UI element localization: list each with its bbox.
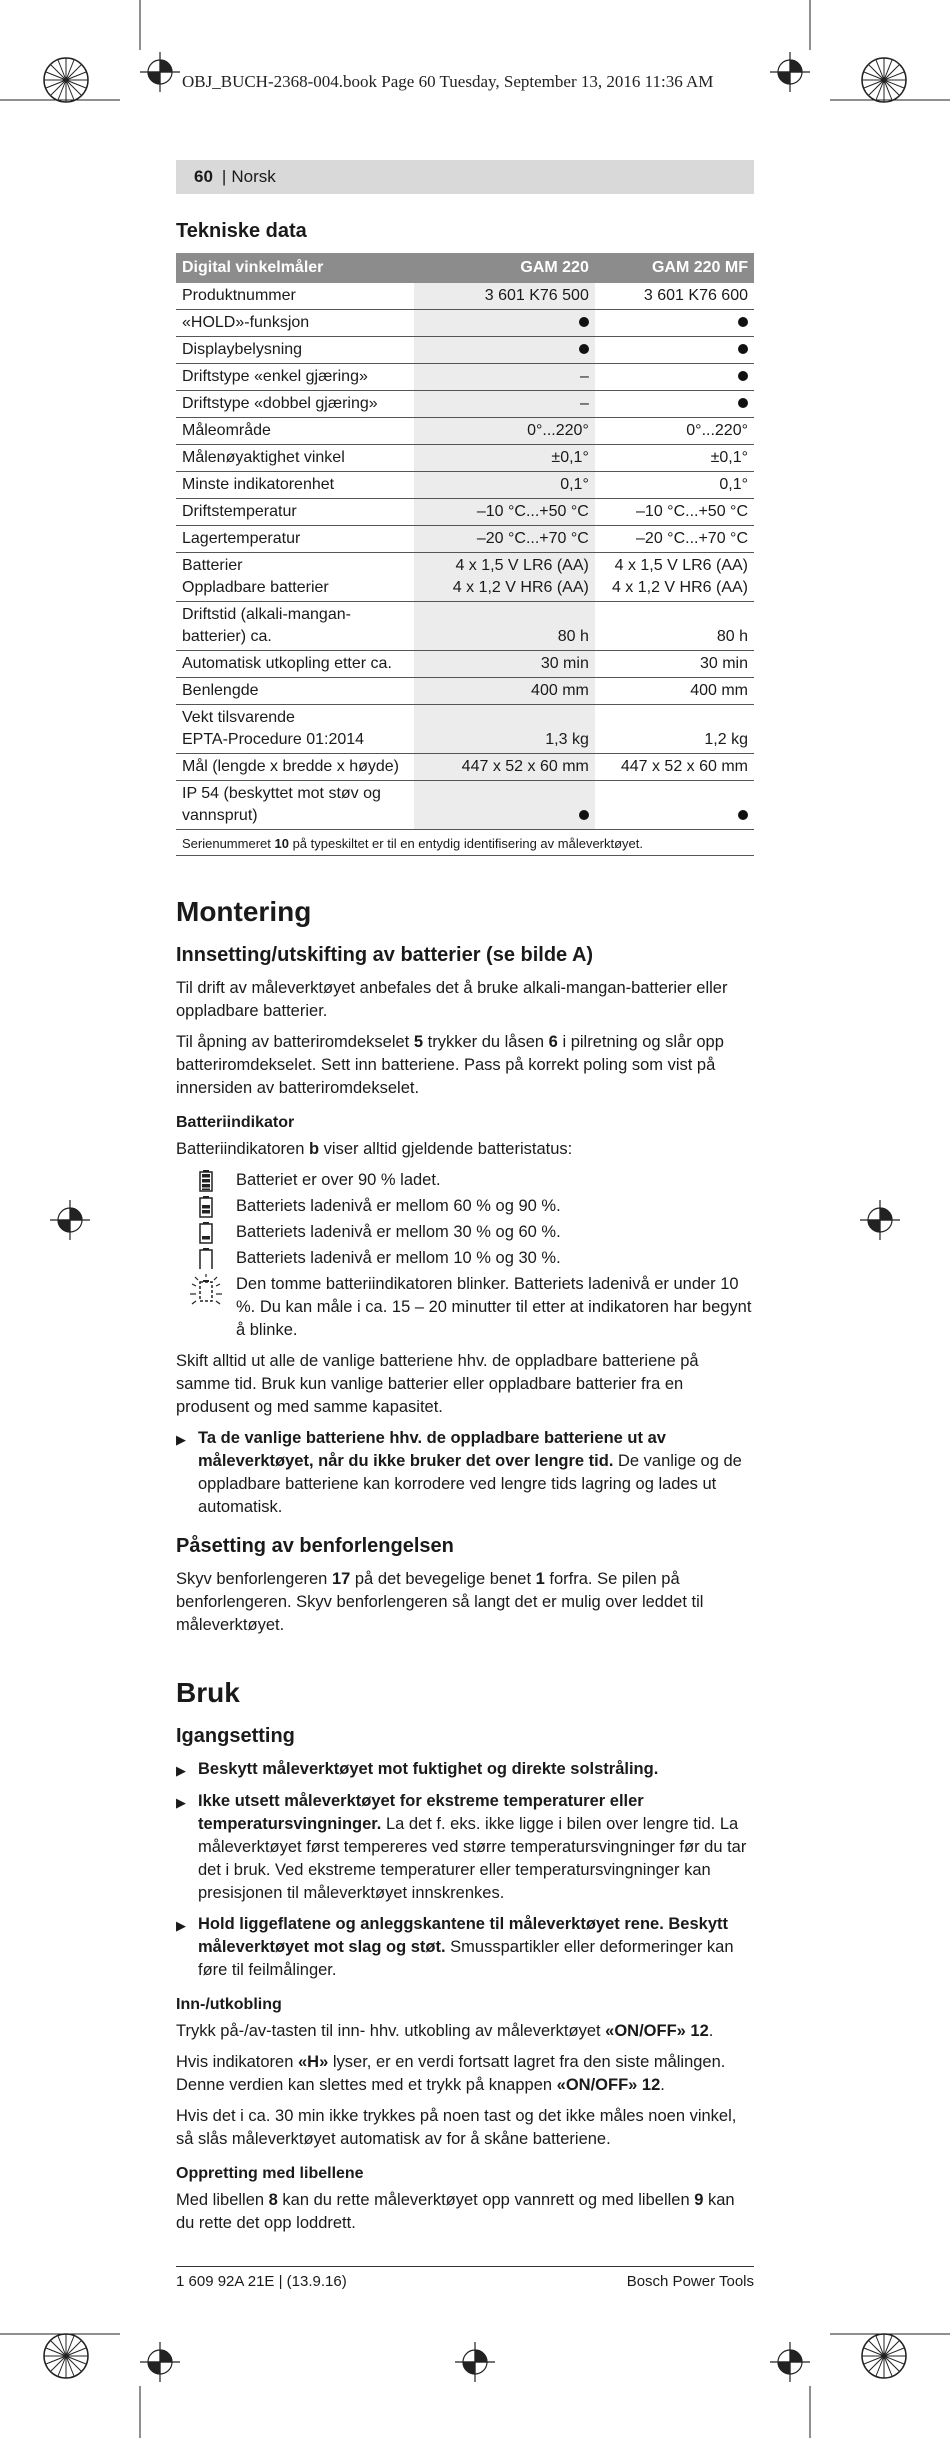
spec-value-gam220mf [595, 337, 754, 364]
battery-level-text: Batteriets ladenivå er mellom 30 % og 60 %. [236, 1223, 561, 1241]
onoff-p3: Hvis det i ca. 30 min ikke trykkes på noen tast og det ikke måles noen vinkel, så slås måleverktøyet automatisk av for å skåne batteriene. [176, 2107, 737, 2148]
print-header: OBJ_BUCH-2368-004.book Page 60 Tuesday, September 13, 2016 11:36 AM [182, 72, 714, 91]
indicator-heading: Batteriindikator [176, 1114, 295, 1131]
battery-level-text: Batteriets ladenivå er mellom 10 % og 30 %. [236, 1249, 561, 1267]
spec-value-gam220mf: 447 x 52 x 60 mm [595, 754, 754, 781]
start-bullet-bold: Hold liggeflatene og anleggskantene til måleverktøyet rene. Beskytt måleverktøyet mot slag og støt. [198, 1915, 728, 1956]
spec-value-gam220: 3 601 K76 500 [414, 283, 594, 310]
spec-value-gam220mf: 4 x 1,5 V LR6 (AA) 4 x 1,2 V HR6 (AA) [595, 553, 754, 602]
level-heading: Oppretting med libellene [176, 2165, 364, 2182]
spec-label: Mål (lengde x bredde x høyde) [176, 754, 414, 781]
bullet-dot-icon [579, 317, 589, 327]
spec-value-gam220mf: 3 601 K76 600 [595, 283, 754, 310]
batteries-heading: Innsetting/utskifting av batterier (se bilde A) [176, 944, 594, 966]
start-heading: Igangsetting [176, 1725, 295, 1747]
page-number: 60 [194, 167, 213, 186]
start-bullet-text [198, 1758, 754, 1782]
battery-warning-rest: De vanlige og de oppladbare batteriene kan korrodere ved lengre tids lagring og lades ut automatisk. [198, 1452, 742, 1516]
tech-table-row [176, 526, 754, 553]
spec-value-gam220: 447 x 52 x 60 mm [414, 754, 594, 781]
spec-label: Minste indikatorenhet [176, 472, 414, 499]
spec-value-gam220: 400 mm [414, 678, 594, 705]
battery-low-icon [176, 1247, 236, 1270]
battery-full-icon [176, 1169, 236, 1192]
spec-label: Produktnummer [176, 283, 414, 310]
spec-value-gam220: 30 min [414, 651, 594, 678]
page-content [176, 160, 754, 2243]
battery-warning-text [198, 1427, 754, 1519]
spec-label: Driftstemperatur [176, 499, 414, 526]
start-bullet-rest: Smusspartikler eller deformeringer kan føre til feilmålinger. [198, 1938, 734, 1979]
start-bullet [176, 1758, 754, 1782]
triangle-bullet-icon: ▶ [176, 1918, 186, 1933]
spec-value-gam220 [414, 781, 594, 830]
col-header-gam220: GAM 220 [414, 253, 594, 283]
start-bullets [176, 1758, 754, 1982]
tech-table-row [176, 364, 754, 391]
spec-value-gam220: 1,3 kg [414, 705, 594, 754]
triangle-bullet-icon: ▶ [176, 1432, 186, 1447]
start-bullet-bold: Beskytt måleverktøyet mot fuktighet og direkte solstråling. [198, 1760, 659, 1778]
batteries-p3: Skift alltid ut alle de vanlige batteriene hhv. de oppladbare batteriene på samme tid. Bruk kun vanlige batterier eller oppladbare batterier fra en produsent og med samme kapasitet. [176, 1352, 699, 1416]
spec-label: Driftstype «enkel gjæring» [176, 364, 414, 391]
montering-heading: Montering [176, 896, 312, 927]
spec-value-gam220: 80 h [414, 602, 594, 651]
page-bar [176, 160, 754, 194]
tech-table-row [176, 391, 754, 418]
spec-value-gam220mf [595, 364, 754, 391]
spec-label: Driftstype «dobbel gjæring» [176, 391, 414, 418]
spec-label: Automatisk utkopling etter ca. [176, 651, 414, 678]
battery-warning-bold: Ta de vanlige batteriene hhv. de oppladbare batteriene ut av måleverktøyet, når du ikke bruker det over lengre tid. [198, 1429, 666, 1470]
bullet-dot-icon [738, 810, 748, 820]
spec-label: Lagertemperatur [176, 526, 414, 553]
page-language: Norsk [231, 167, 276, 186]
bullet-dot-icon [579, 344, 589, 354]
tech-table-body [176, 283, 754, 830]
spec-value-gam220: 0,1° [414, 472, 594, 499]
battery-level-row [176, 1195, 754, 1218]
tech-table-row [176, 754, 754, 781]
spec-value-gam220mf: 400 mm [595, 678, 754, 705]
spec-label: Benlengde [176, 678, 414, 705]
tech-table-row [176, 499, 754, 526]
battery-level-row [176, 1273, 754, 1342]
tech-table-row [176, 705, 754, 754]
start-bullet [176, 1913, 754, 1982]
battery-level-text: Batteriets ladenivå er mellom 60 % og 90 %. [236, 1197, 561, 1215]
spec-label: Målenøyaktighet vinkel [176, 445, 414, 472]
level-text: Med libellen 8 kan du rette måleverktøyet opp vannrett og med libellen 9 kan du rette det opp loddrett. [176, 2191, 735, 2232]
tech-table-row [176, 283, 754, 310]
start-bullet-text [198, 1913, 754, 1982]
battery-level-row [176, 1247, 754, 1270]
spec-label: Displaybelysning [176, 337, 414, 364]
spec-value-gam220: 0°...220° [414, 418, 594, 445]
spec-value-gam220: – [414, 391, 594, 418]
start-bullet-bold: Ikke utsett måleverktøyet for ekstreme temperaturer eller temperatursvingninger. [198, 1792, 644, 1833]
spec-value-gam220mf: 0,1° [595, 472, 754, 499]
battery-high-icon [176, 1195, 236, 1218]
col-header-product: Digital vinkelmåler [176, 253, 414, 283]
battery-medium-icon [176, 1221, 236, 1244]
tech-table-row [176, 337, 754, 364]
tech-table-row [176, 445, 754, 472]
onoff-heading: Inn-/utkobling [176, 1996, 282, 2013]
tech-heading: Tekniske data [176, 220, 307, 242]
bullet-dot-icon [738, 344, 748, 354]
footer-brand: Bosch Power Tools [626, 2273, 754, 2290]
batteries-p1: Til drift av måleverktøyet anbefales det å bruke alkali-mangan-batterier eller oppladbare batterier. [176, 979, 728, 1020]
tech-table-row [176, 472, 754, 499]
tech-table-row [176, 418, 754, 445]
start-bullet-text [198, 1790, 754, 1905]
extension-text: Skyv benforlengeren 17 på det bevegelige benet 1 forfra. Se pilen på benforlengeren. Skyv benforlengeren så langt det er mulig over leddet til måleverktøyet. [176, 1570, 704, 1634]
spec-label: «HOLD»-funksjon [176, 310, 414, 337]
battery-level-text: Den tomme batteriindikatoren blinker. Batteriets ladenivå er under 10 %. Du kan måle i ca. 15 – 20 minutter til etter at indikatoren har begynt å blinke. [236, 1275, 752, 1339]
spec-value-gam220mf: 30 min [595, 651, 754, 678]
spec-label: Vekt tilsvarende EPTA-Procedure 01:2014 [176, 705, 414, 754]
spec-value-gam220mf [595, 781, 754, 830]
triangle-bullet-icon: ▶ [176, 1795, 186, 1810]
indicator-intro: Batteriindikatoren b viser alltid gjeldende batteristatus: [176, 1140, 573, 1158]
battery-level-list [176, 1169, 754, 1342]
tech-table-row [176, 310, 754, 337]
tech-table-row [176, 781, 754, 830]
bullet-dot-icon [738, 398, 748, 408]
spec-value-gam220 [414, 310, 594, 337]
tech-table-row [176, 678, 754, 705]
spec-value-gam220 [414, 337, 594, 364]
spec-value-gam220mf [595, 310, 754, 337]
spec-value-gam220mf: 80 h [595, 602, 754, 651]
spec-value-gam220: –20 °C...+70 °C [414, 526, 594, 553]
separator: | [221, 167, 227, 186]
battery-level-row [176, 1169, 754, 1192]
onoff-p2: Hvis indikatoren «H» lyser, er en verdi fortsatt lagret fra den siste målingen. Denne verdien kan slettes med et trykk på knappen «ON/OFF» 12. [176, 2053, 726, 2094]
tech-table-header [176, 253, 754, 283]
battery-level-text: Batteriet er over 90 % ladet. [236, 1171, 441, 1189]
extension-heading: Påsetting av benforlengelsen [176, 1535, 454, 1557]
spec-value-gam220: – [414, 364, 594, 391]
tech-table-row [176, 553, 754, 602]
bullet-dot-icon [738, 317, 748, 327]
bullet-dot-icon [579, 810, 589, 820]
spec-value-gam220: –10 °C...+50 °C [414, 499, 594, 526]
onoff-p1: Trykk på-/av-tasten til inn- hhv. utkobling av måleverktøyet «ON/OFF» 12. [176, 2022, 714, 2040]
battery-empty-blinking-icon [176, 1273, 236, 1308]
page-footer [176, 2266, 754, 2290]
start-bullet [176, 1790, 754, 1905]
col-header-gam220mf: GAM 220 MF [595, 253, 754, 283]
footer-doc-number: 1 609 92A 21E | (13.9.16) [176, 2273, 347, 2290]
batteries-p2: Til åpning av batteriromdekselet 5 trykker du låsen 6 i pilretning og slår opp batteriromdekselet. Sett inn batteriene. Pass på korrekt poling som vist på innersiden av batteriromdekselet. [176, 1033, 724, 1097]
tech-table-row [176, 651, 754, 678]
bruk-heading: Bruk [176, 1677, 240, 1708]
spec-value-gam220mf: ±0,1° [595, 445, 754, 472]
spec-value-gam220mf: 1,2 kg [595, 705, 754, 754]
triangle-bullet-icon: ▶ [176, 1763, 186, 1778]
spec-value-gam220mf: –20 °C...+70 °C [595, 526, 754, 553]
spec-value-gam220mf [595, 391, 754, 418]
spec-label: Driftstid (alkali-mangan- batterier) ca. [176, 602, 414, 651]
spec-label: Batterier Oppladbare batterier [176, 553, 414, 602]
battery-warning [176, 1427, 754, 1519]
spec-label: IP 54 (beskyttet mot støv og vannsprut) [176, 781, 414, 830]
bullet-dot-icon [738, 371, 748, 381]
spec-value-gam220mf: –10 °C...+50 °C [595, 499, 754, 526]
serial-note: Serienummeret 10 på typeskiltet er til en entydig identifisering av måleverktøyet. [176, 830, 754, 856]
spec-value-gam220: 4 x 1,5 V LR6 (AA) 4 x 1,2 V HR6 (AA) [414, 553, 594, 602]
spec-value-gam220: ±0,1° [414, 445, 594, 472]
battery-level-row [176, 1221, 754, 1244]
spec-value-gam220mf: 0°...220° [595, 418, 754, 445]
tech-table [176, 253, 754, 830]
spec-label: Måleområde [176, 418, 414, 445]
tech-table-row [176, 602, 754, 651]
start-bullet-rest: La det f. eks. ikke ligge i bilen over lengre tid. La måleverktøyet først tempereres ved større temperatursvingninger før du tar det i bruk. Ved ekstreme temperaturer eller temperatursvingninger kan presisjonen til måleverktøyet innskrenkes. [198, 1815, 747, 1902]
